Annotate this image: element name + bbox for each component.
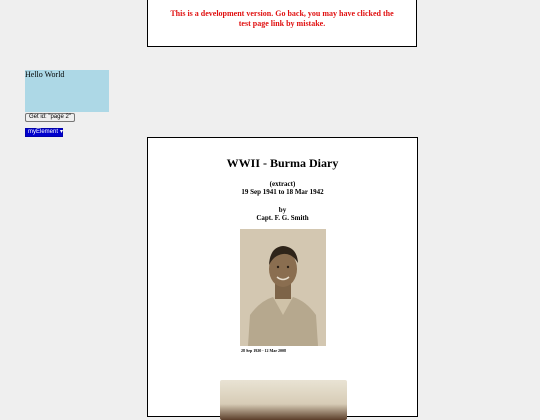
- dev-warning-text: This is a development version. Go back, you may have clicked the test page link by mistake.: [170, 9, 394, 28]
- diary-document: [147, 137, 418, 417]
- author-by: by: [278, 206, 287, 214]
- second-photo: [220, 380, 347, 420]
- subtitle: [148, 180, 417, 196]
- portrait-photo: [240, 229, 326, 346]
- subtitle-dates: 19 Sep 1941 to 18 Mar 1942: [241, 188, 324, 196]
- chevron-down-icon: ▾: [60, 129, 64, 135]
- author-block: [148, 206, 417, 222]
- dev-warning-banner: [147, 0, 417, 47]
- portrait-caption: 28 Sep 1920 - 12 Mar 2008: [241, 348, 287, 353]
- get-id-button[interactable]: Get id: "page 2": [25, 113, 75, 122]
- element-select-value: myElement: [28, 129, 59, 135]
- subtitle-extract: (extract): [269, 180, 296, 188]
- author-name: Capt. F. G. Smith: [256, 214, 309, 222]
- element-select[interactable]: [25, 128, 63, 137]
- page-title: WWII - Burma Diary: [226, 156, 339, 170]
- hello-world-text: Hello World: [25, 70, 65, 79]
- hello-world-box: [25, 70, 109, 112]
